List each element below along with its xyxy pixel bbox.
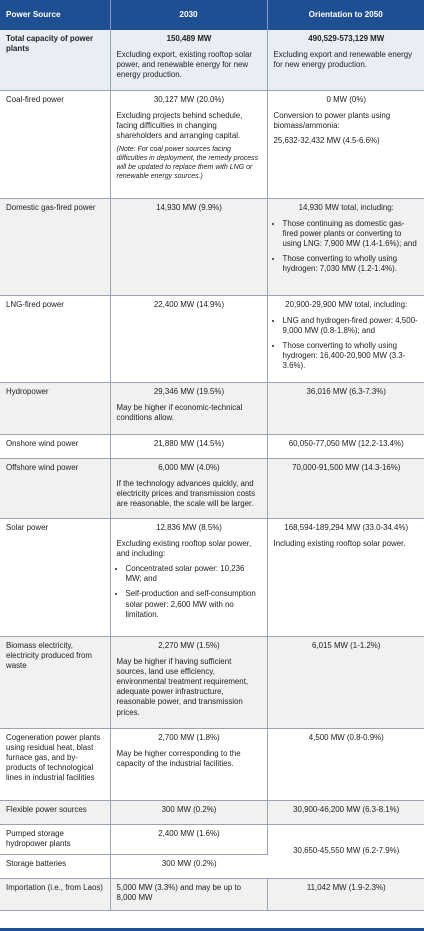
row-label-onshore: Onshore wind power bbox=[0, 434, 110, 458]
value-2030-import: 5,000 MW (3.3%) and may be up to 8,000 MW bbox=[116, 882, 242, 903]
table-row-flexible bbox=[0, 800, 424, 824]
note-2030-cogen: May be higher corresponding to the capacity of the industrial facilities. bbox=[116, 749, 241, 769]
cell-2030-import bbox=[110, 878, 267, 910]
bullet-list-2050-gas bbox=[274, 219, 420, 275]
table-row-biomass bbox=[0, 636, 424, 728]
row-label-hydro: Hydropower bbox=[0, 382, 110, 434]
row-label-cogen: Cogeneration power plants using residual heat, blast furnace gas, and by-products of technological lines in industrial facilities bbox=[0, 728, 110, 800]
cell-2050-onshore bbox=[267, 434, 424, 458]
cell-2050-hydro bbox=[267, 382, 424, 434]
note-2030-total: Excluding export, existing rooftop solar power, and renewable energy for new energy production. bbox=[116, 50, 253, 80]
cell-2030-onshore bbox=[110, 434, 267, 458]
cell-2050-solar bbox=[267, 518, 424, 636]
value-2050-offshore: 70,000-91,500 MW (14.3-16%) bbox=[292, 462, 401, 472]
cell-2050-gas bbox=[267, 198, 424, 295]
value-2050-solar: 168,594-189,294 MW (33.0-34.4%) bbox=[284, 522, 409, 532]
value-2030-solar: 12,836 MW (8.5%) bbox=[156, 522, 222, 532]
value-2050-total: 490,529-573,129 MW bbox=[308, 34, 385, 43]
row-label-coal: Coal-fired power bbox=[0, 90, 110, 198]
value-2050-gas: 14,930 MW total, including: bbox=[298, 202, 394, 212]
note-2050-solar: Including existing rooftop solar power. bbox=[273, 539, 406, 549]
cell-2050-coal bbox=[267, 90, 424, 198]
cell-2030-biomass bbox=[110, 636, 267, 728]
cell-2030-hydro bbox=[110, 382, 267, 434]
table-row-hydro bbox=[0, 382, 424, 434]
value-2050-onshore: 60,050-77,050 MW (12.2-13.4%) bbox=[288, 438, 404, 448]
table-row-coal bbox=[0, 90, 424, 198]
row-label-import: Importation (i.e., from Laos) bbox=[0, 878, 110, 910]
header-2050: Orientation to 2050 bbox=[267, 0, 424, 30]
cell-2030-cogen bbox=[110, 728, 267, 800]
value-2030-onshore: 21,880 MW (14.5%) bbox=[153, 438, 225, 448]
row-label-offshore: Offshore wind power bbox=[0, 458, 110, 518]
value-2030-hydro: 29,346 MW (19.5%) bbox=[153, 386, 225, 396]
value-2050-lng: 20,900-29,900 MW total, including: bbox=[285, 299, 408, 309]
note-2030-coal: Excluding projects behind schedule, facing difficulties in changing shareholders and arranging capital. bbox=[116, 110, 243, 140]
note-2050-coal: Conversion to power plants using biomass/ammonia: bbox=[273, 110, 391, 130]
table-row-import bbox=[0, 878, 424, 910]
bullet-2050-lng-2: • Those converting to wholly using hydrogen: 16,400-20,900 MW (3.3-3.6%). bbox=[283, 341, 420, 371]
cell-2050-lng bbox=[267, 295, 424, 382]
cell-2030-batteries bbox=[110, 854, 267, 878]
table-row-onshore bbox=[0, 434, 424, 458]
table-row-pumped bbox=[0, 824, 424, 854]
value-2050-import: 11,042 MW (1.9-2.3%) bbox=[306, 882, 386, 892]
cell-2030-pumped bbox=[110, 824, 267, 854]
row-label-total: Total capacity of power plants bbox=[0, 30, 110, 90]
bullet-2050-lng-1: • LNG and hydrogen-fired power: 4,500-9,000 MW (0.8-1.8%); and bbox=[283, 316, 420, 336]
note-2030-offshore: If the technology advances quickly, and electricity prices and transmission costs are reasonable, the scale will be larger. bbox=[116, 478, 256, 508]
value-2050-pumped-batteries: 30,650-45,550 MW (6.2-7.9%) bbox=[293, 846, 400, 856]
cell-2030-flexible bbox=[110, 800, 267, 824]
bullet-2050-gas-1: • Those continuing as domestic gas-fired power plants or converting to using LNG: 7,900 MW (1.4-1.6%); and bbox=[283, 219, 420, 249]
row-label-flexible: Flexible power sources bbox=[0, 800, 110, 824]
cell-2030-gas bbox=[110, 198, 267, 295]
bullet-2030-solar-2: • Self-production and self-consumption solar power: 2,600 MW with no limitation. bbox=[126, 589, 262, 619]
bullet-2030-solar-1: • Concentrated solar power: 10,236 MW; and bbox=[126, 564, 262, 584]
row-label-lng: LNG-fired power bbox=[0, 295, 110, 382]
value-2050-hydro: 36,016 MW (6.3-7.3%) bbox=[306, 386, 386, 396]
value-2030-total: 150,489 MW bbox=[166, 34, 212, 43]
bullet-list-2050-lng bbox=[274, 316, 420, 372]
value-2030-lng: 22,400 MW (14.9%) bbox=[153, 299, 225, 309]
row-label-pumped: Pumped storage hydropower plants bbox=[0, 824, 110, 854]
table-row-solar bbox=[0, 518, 424, 636]
row-label-gas: Domestic gas-fired power bbox=[0, 198, 110, 295]
bullet-list-2030-solar bbox=[117, 564, 262, 620]
value-2030-coal: 30,127 MW (20.0%) bbox=[153, 94, 225, 104]
cell-2050-storage-merged bbox=[267, 824, 424, 878]
cell-2030-coal bbox=[110, 90, 267, 198]
bullet-2050-gas-2: • Those converting to wholly using hydrogen: 7,030 MW (1.2-1.4%). bbox=[283, 254, 420, 274]
table-row-gas bbox=[0, 198, 424, 295]
cell-2050-offshore bbox=[267, 458, 424, 518]
row-label-solar: Solar power bbox=[0, 518, 110, 636]
table-row-offshore bbox=[0, 458, 424, 518]
cell-2050-flexible bbox=[267, 800, 424, 824]
cell-2050-biomass bbox=[267, 636, 424, 728]
cell-2030-total bbox=[110, 30, 267, 90]
table-header-row bbox=[0, 0, 424, 30]
header-2030: 2030 bbox=[110, 0, 267, 30]
header-power-source: Power Source bbox=[0, 0, 110, 30]
italic-note-2030-coal: (Note: For coal power sources facing difficulties in deployment, the remedy process will be updated to replace them with LNG or renewable energy sources.) bbox=[116, 145, 259, 180]
value-2030-pumped: 2,400 MW (1.6%) bbox=[158, 828, 220, 838]
value-2030-cogen: 2,700 MW (1.8%) bbox=[158, 732, 220, 742]
value-2050-coal: 0 MW (0%) bbox=[326, 94, 366, 104]
value-2050-biomass: 6,015 MW (1-1.2%) bbox=[312, 640, 381, 650]
row-label-batteries: Storage batteries bbox=[0, 854, 110, 878]
table-row-cogen bbox=[0, 728, 424, 800]
value-2030-batteries: 300 MW (0.2%) bbox=[161, 858, 217, 868]
table-row-total bbox=[0, 30, 424, 90]
cell-2030-solar bbox=[110, 518, 267, 636]
note-2030-biomass: May be higher if having sufficient sources, land use efficiency, environmental treatment requirement, adequate power infrastructure, reasonable power, and transmission prices. bbox=[116, 657, 249, 717]
note-2030-hydro: May be higher if economic-technical conditions allow. bbox=[116, 402, 243, 422]
value-2030-flexible: 300 MW (0.2%) bbox=[161, 804, 217, 814]
value-2050-flexible: 30,900-46,200 MW (6.3-8.1%) bbox=[293, 804, 400, 814]
value-2030-offshore: 6,000 MW (4.0%) bbox=[158, 462, 220, 472]
value-2030-gas: 14,930 MW (9.9%) bbox=[156, 202, 222, 212]
cell-2030-lng bbox=[110, 295, 267, 382]
cell-2050-cogen bbox=[267, 728, 424, 800]
cell-2050-total bbox=[267, 30, 424, 90]
note-2050-total: Excluding export and renewable energy for new energy production. bbox=[273, 50, 413, 70]
table-row-lng bbox=[0, 295, 424, 382]
note-2030-solar: Excluding existing rooftop solar power, and including: bbox=[116, 539, 252, 559]
value-2050-cogen: 4,500 MW (0.8-0.9%) bbox=[308, 732, 384, 742]
cell-2030-offshore bbox=[110, 458, 267, 518]
value-2030-biomass: 2,270 MW (1.5%) bbox=[158, 640, 220, 650]
cell-2050-import bbox=[267, 878, 424, 910]
note2-2050-coal: 25,632-32,432 MW (4.5-6.6%) bbox=[273, 135, 380, 145]
row-label-biomass: Biomass electricity, electricity produced from waste bbox=[0, 636, 110, 728]
